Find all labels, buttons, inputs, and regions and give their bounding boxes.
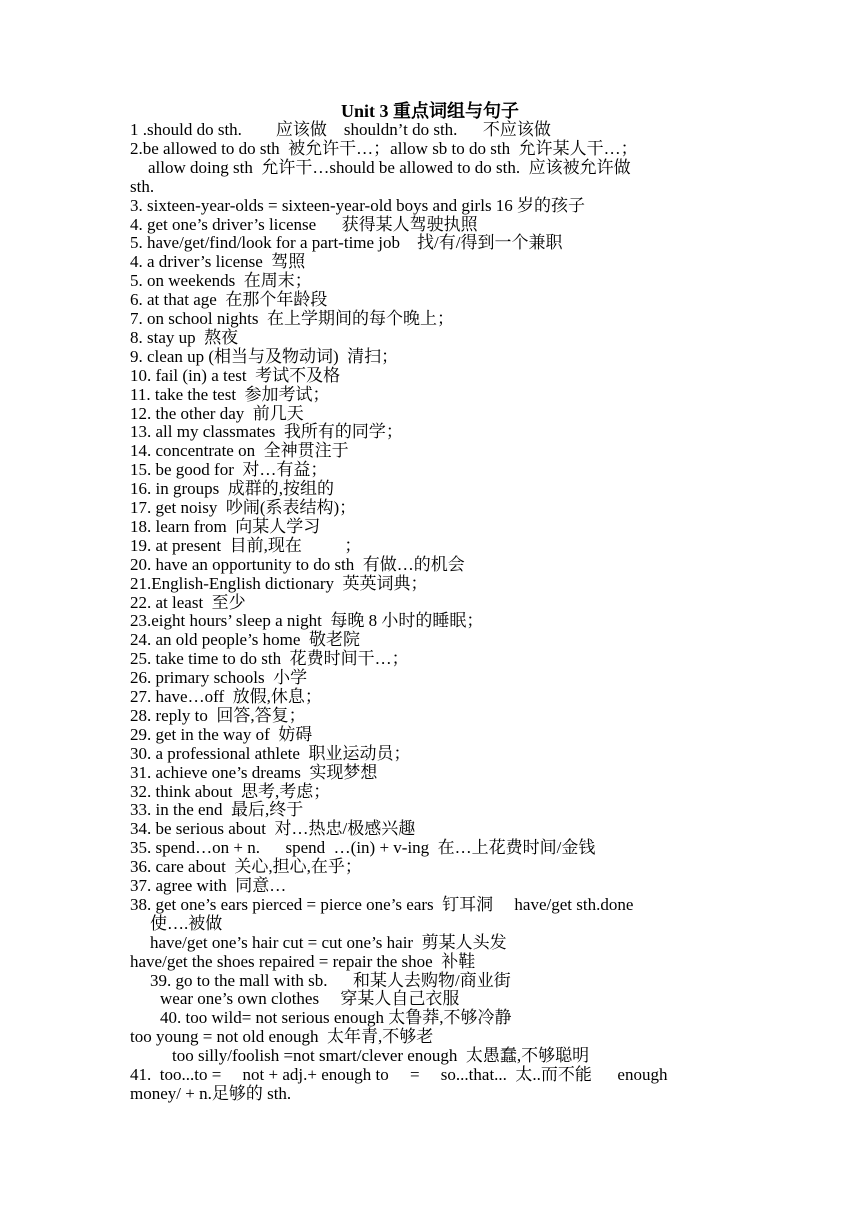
- list-item: 8. stay up 熬夜: [130, 327, 239, 347]
- list-item: 34. be serious about 对…热忠/极感兴趣: [130, 819, 416, 839]
- list-item: 39. go to the mall with sb. 和某人去购物/商业街: [150, 970, 511, 990]
- list-item: 28. reply to 回答,答复；: [130, 705, 306, 725]
- list-item: 33. in the end 最后,终于: [130, 800, 304, 820]
- list-item: money/ + n.足够的 sth.: [130, 1083, 292, 1103]
- list-item: have/get one’s hair cut = cut one’s hair 剪某人头发: [150, 932, 507, 952]
- list-item: 36. care about 关心,担心,在乎；: [130, 857, 362, 877]
- list-item: 17. get noisy 吵闹(系表结构)；: [130, 498, 357, 517]
- list-item: allow doing sth 允许干…should be allowed to do sth. 应该被允许做: [148, 157, 631, 177]
- list-item: 19. at present 目前,现在 ；: [130, 535, 362, 555]
- list-item: wear one’s own clothes 穿某人自己衣服: [160, 989, 460, 1009]
- list-item: 10. fail (in) a test 考试不及格: [130, 365, 341, 385]
- list-item: too young = not old enough 太年青,不够老: [130, 1027, 434, 1047]
- list-item: 9. clean up (相当与及物动词) 清扫；: [130, 346, 399, 366]
- list-item: 20. have an opportunity to do sth 有做…的机会: [130, 554, 465, 574]
- list-item: 37. agree with 同意…: [130, 876, 287, 895]
- list-item: 18. learn from 向某人学习: [130, 516, 321, 536]
- list-item: 14. concentrate on 全神贯注于: [130, 441, 349, 461]
- list-item: 24. an old people’s home 敬老院: [130, 630, 360, 650]
- list-item: 15. be good for 对…有益；: [130, 460, 328, 480]
- list-item: 25. take time to do sth 花费时间干…；: [130, 649, 409, 669]
- list-item: 21.English-English dictionary 英英词典；: [130, 573, 428, 593]
- list-item: 1 .should do sth. 应该做 shouldn’t do sth. 不应该做: [130, 120, 551, 139]
- list-item: 35. spend…on + n. spend …(in) + v-ing 在…上花费时间/金钱: [130, 838, 596, 858]
- list-item: 29. get in the way of 妨碍: [130, 724, 313, 744]
- list-item: 30. a professional athlete 职业运动员；: [130, 743, 411, 763]
- list-item: 5. on weekends 在周末；: [130, 271, 312, 291]
- list-item: sth.: [130, 176, 155, 196]
- list-item: 31. achieve one’s dreams 实现梦想: [130, 762, 378, 782]
- list-item: 23.eight hours’ sleep a night 每晚 8 小时的睡眠；: [130, 611, 484, 631]
- list-item: 32. think about 思考,考虑；: [130, 781, 331, 801]
- list-item: 12. the other day 前几天: [130, 403, 304, 423]
- list-item: too silly/foolish =not smart/clever enough 太愚蠢,不够聪明: [172, 1046, 590, 1066]
- list-item: 3. sixteen-year-olds = sixteen-year-old boys and girls 16 岁的孩子: [130, 195, 586, 215]
- list-item: 13. all my classmates 我所有的同学；: [130, 422, 403, 442]
- list-item: 2.be allowed to do sth 被允许干…；allow sb to do sth 允许某人干…；: [130, 138, 638, 158]
- list-item: have/get the shoes repaired = repair the shoe 补鞋: [130, 951, 476, 971]
- list-item: 38. get one’s ears pierced = pierce one’s ears 钉耳洞 have/get sth.done: [130, 894, 634, 914]
- list-item: 22. at least 至少: [130, 592, 246, 612]
- list-item: 26. primary schools 小学: [130, 668, 308, 688]
- list-item: 4. get one’s driver’s license 获得某人驾驶执照: [130, 214, 478, 234]
- list-item: 27. have…off 放假,休息；: [130, 687, 322, 706]
- list-item: 16. in groups 成群的,按组的: [130, 479, 334, 499]
- list-item: 41. too...to = not + adj.+ enough to = so...that... 太..而不能 enough: [130, 1065, 668, 1084]
- page-title: Unit 3 重点词组与句子: [340, 101, 519, 121]
- list-item: 5. have/get/find/look for a part-time job 找/有/得到一个兼职: [130, 233, 563, 253]
- list-item: 4. a driver’s license 驾照: [130, 252, 306, 272]
- list-item: 使….被做: [150, 913, 223, 933]
- list-item: 40. too wild= not serious enough 太鲁莽,不够冷静: [160, 1008, 512, 1028]
- list-item: 11. take the test 参加考试；: [130, 384, 330, 404]
- list-item: 6. at that age 在那个年龄段: [130, 290, 328, 310]
- list-item: 7. on school nights 在上学期间的每个晚上；: [130, 309, 454, 328]
